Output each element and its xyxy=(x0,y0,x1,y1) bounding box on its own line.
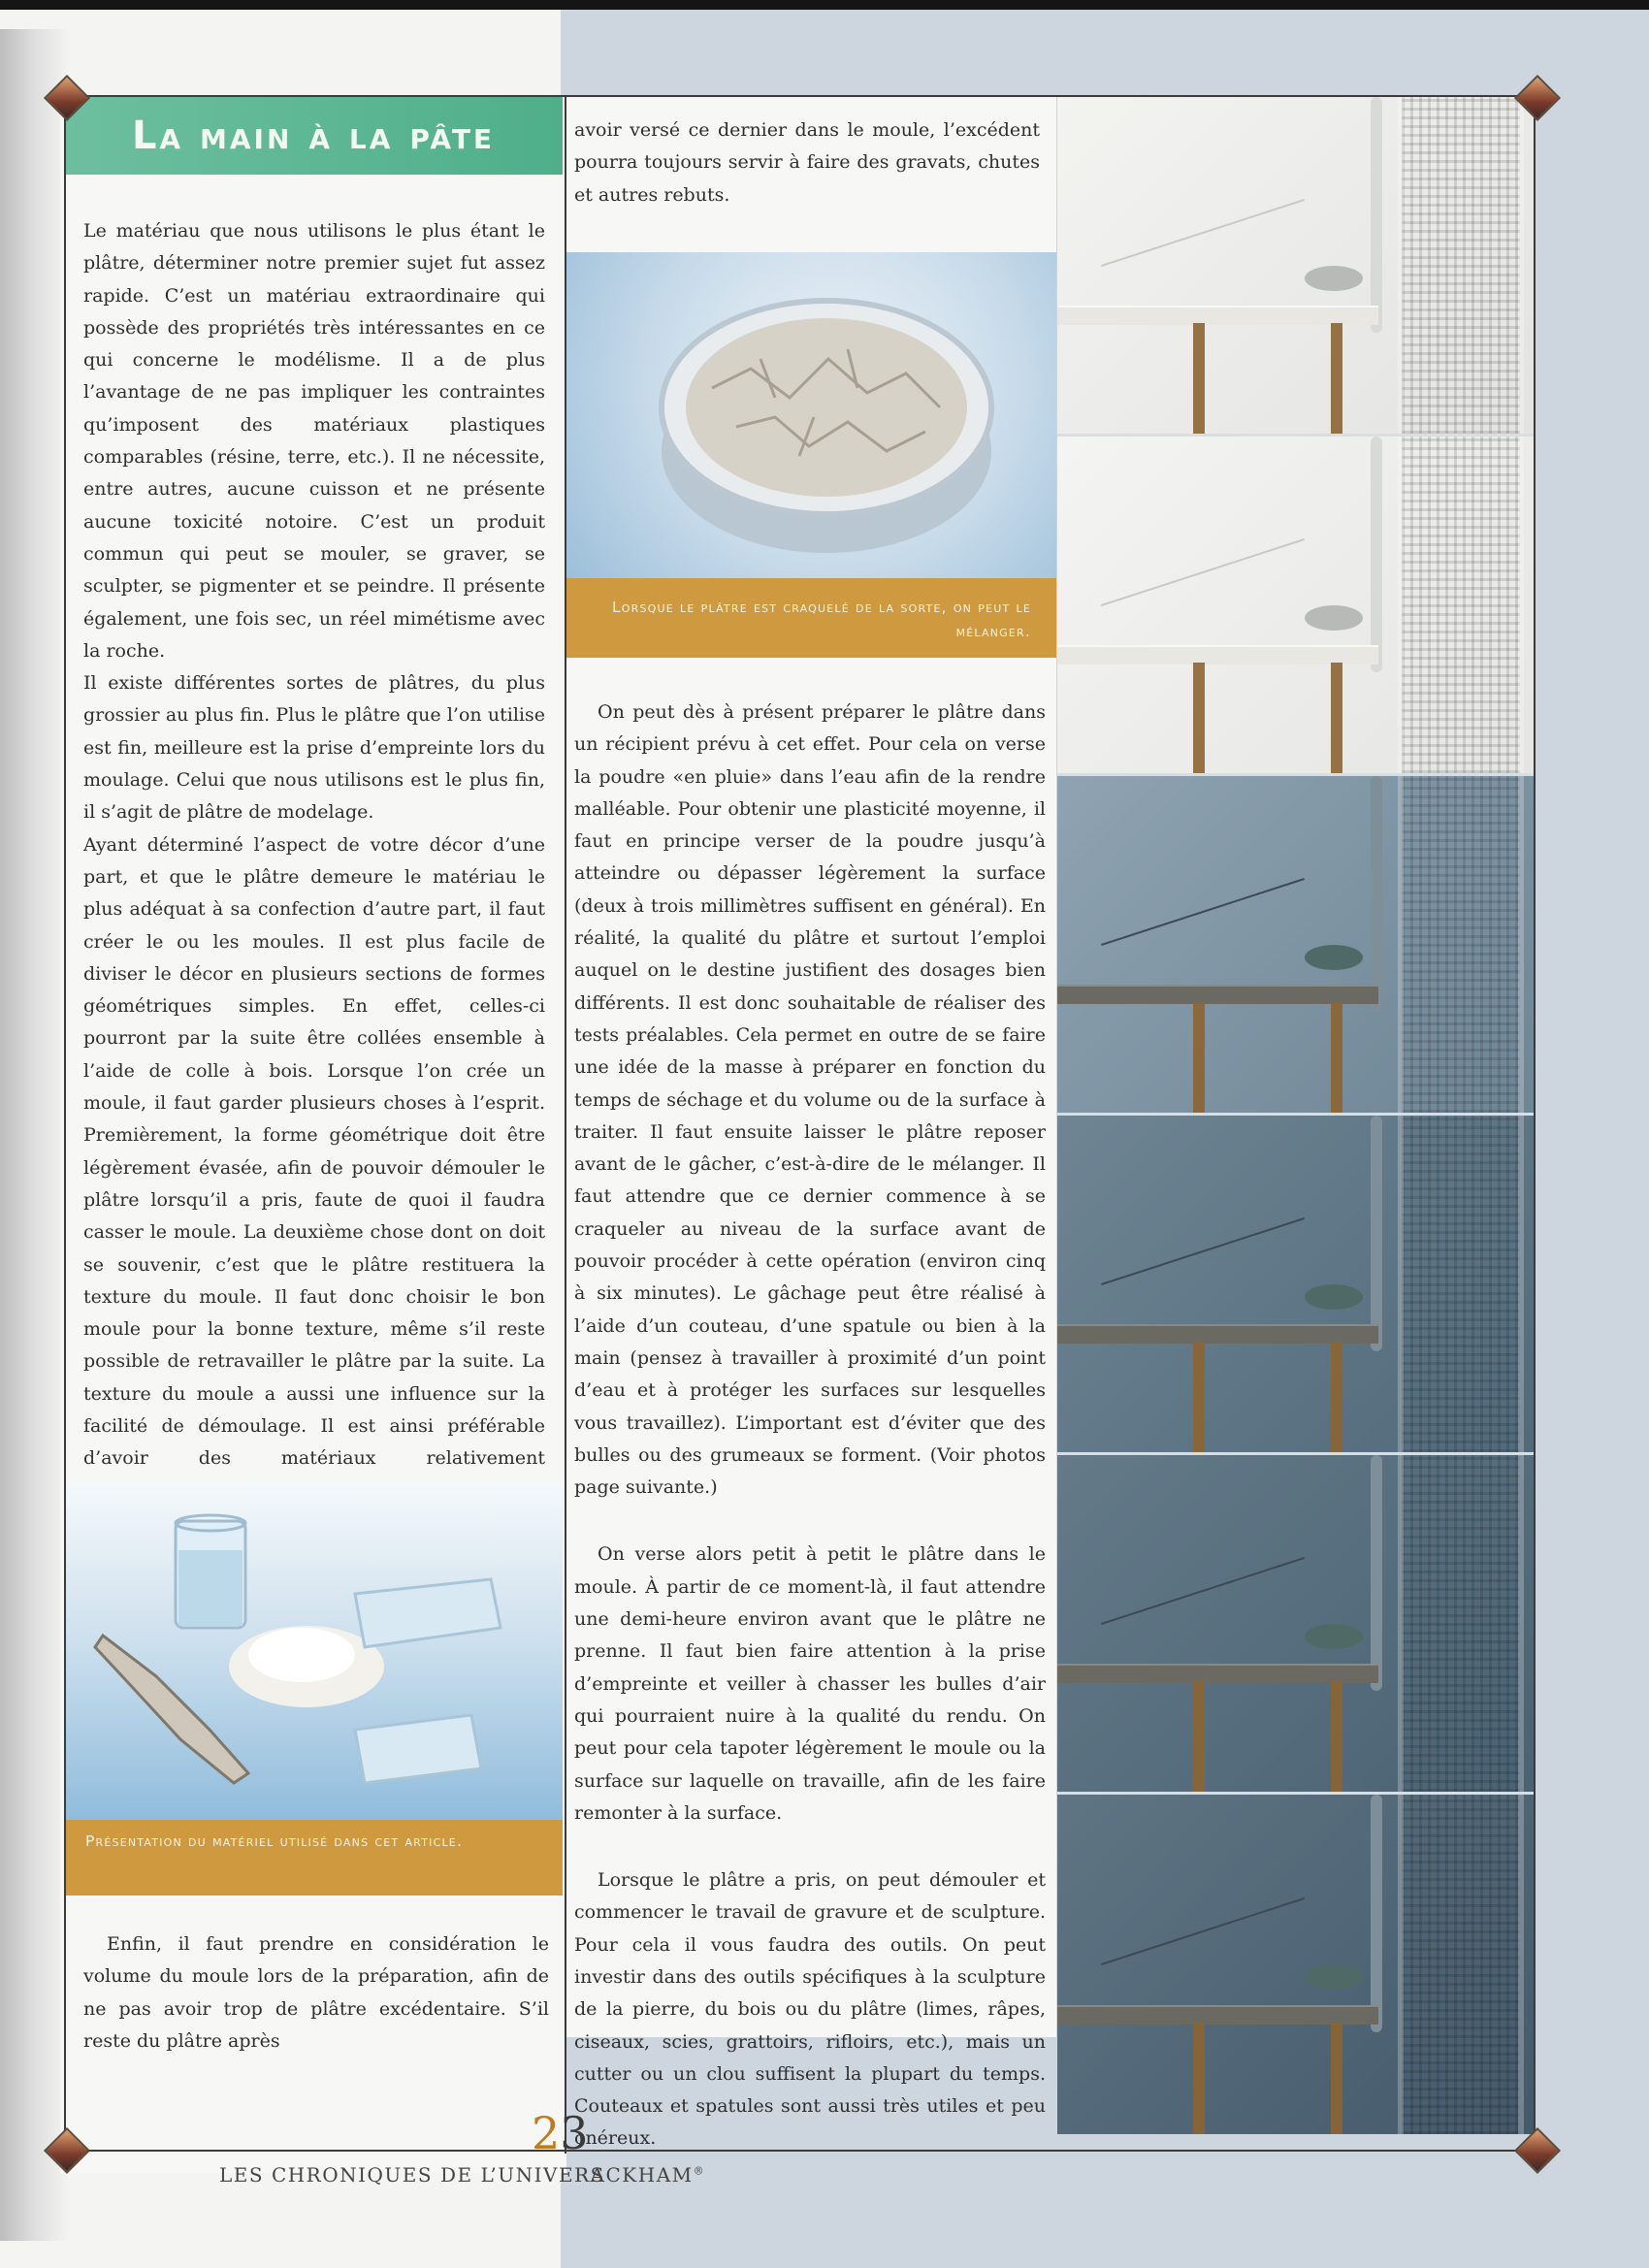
page-numbers xyxy=(532,2107,589,2159)
paragraph: Enfin, il faut prendre en considération le volume du moule lors de la préparation, afin de ne pas avoir trop de plâtre excédentaire. S’il reste du plâtre après xyxy=(83,1933,549,2052)
footer-title-left: LES CHRONIQUES DE L’UNIVERS xyxy=(219,2163,605,2187)
column-divider xyxy=(565,97,566,2154)
materials-caption: Présentation du matériel utilisé dans cet article. xyxy=(64,1820,563,1895)
page-number-right: 3 xyxy=(560,2107,589,2159)
plaster-caption: Lorsque le plâtre est craquelé de la sorte, on peut le mélanger. xyxy=(566,578,1056,658)
section-title: La main à la pâte xyxy=(131,113,496,158)
top-edge xyxy=(0,0,1649,10)
paragraph: Il existe différentes sortes de plâtres, du plus grossier au plus fin. Plus le plâtre que l’on utilise est fin, meilleure est la prise d’empreinte lors du moulage. Celui que nous utilisons est le plus fin, il s’agit de plâtre de modelage. xyxy=(83,672,545,824)
paragraph: Ayant déterminé l’aspect de votre décor d’une part, et que le plâtre demeure le matériau le plus adéquat à sa confection d’autre part, il faut créer le ou les moules. Il est plus facile de diviser le décor en plusieurs sections de formes géométriques simples. En effet, celles-ci pourront par la suite être collées ensemble à l’aide de colle à bois. Lorsque l’on crée un moule, il faut garder plusieurs choses à l’esprit. Premièrement, la forme géométrique doit être légèrement évasée, afin de pouvoir démouler le plâtre lorsqu’il a pris, faute de quoi il faudra casser le moule. La deuxième chose dont on doit se souvenir, c’est que le plâtre restituera la texture du moule. Il faut donc choisir le bon moule pour la bonne texture, même s’il reste possible de retravailler le plâtre par la suite. La texture du moule a aussi une influence sur la facilité de démoulage. Il est ainsi préférable d’avoir des matériaux relativement xyxy=(83,833,545,1470)
footer-title-right xyxy=(574,2163,705,2187)
page-number-left: 2 xyxy=(532,2107,561,2159)
paragraph: Lorsque le plâtre a pris, on peut démouler et commencer le travail de gravure et de sculpture. Pour cela il vous faudra des outils. On peut investir dans des outils spécifiques à la sculpture de la pierre, du bois ou du plâtre (limes, râpes, ciseaux, scies, grattoirs, rifloirs, etc.), mais un cutter ou un clou suffisent la plupart du temps. Couteaux et spatules sont aussi très utiles et peu onéreux. xyxy=(574,1869,1046,2150)
paragraph: On peut dès à présent préparer le plâtre dans un récipient prévu à cet effet. Pour cela on verse la poudre «en pluie» dans l’eau afin de la rendre malléable. Pour obtenir une plasticité moyenne, il faut en principe verser de la poudre jusqu’à atteindre ou dépasser légèrement la surface (deux à trois millimètres suffisent en général). En réalité, la qualité du plâtre et surtout l’emploi auquel on le destine justifient des dosages bien différents. Il est donc souhaitable de réaliser des tests préalables. Cela permet en outre de se faire une idée de la masse à préparer en fonction du temps de séchage et du volume ou de la surface à traiter. Il faut ensuite laisser le plâtre reposer avant de le gâcher, c’est-à-dire de le mélanger. Il faut attendre que ce dernier commence à se craqueler au niveau de la surface avant de pouvoir procéder à cette opération (environ cinq à six minutes). Le gâchage peut être réalisé à l’aide d’un couteau, d’une spatule ou bien à la main (pensez à travailler à proximité d’un point d’eau et à protéger les surfaces sur lesquelles vous travaillez). L’important est d’éviter que des bulles ou des grumeaux se forment. (Voir photos page suivante.) xyxy=(574,701,1046,1499)
paragraph: Le matériau que nous utilisons le plus étant le plâtre, déterminer notre premier sujet fut assez rapide. C’est un matériau extraordinaire qui possède des propriétés très intéressantes en ce qui concerne le modélisme. Il a de plus l’avantage de ne pas impliquer les contraintes qu’imposent des matériaux plastiques comparables (résine, terre, etc.). Il ne nécessite, entre autres, aucune cuisson et ne présente aucune toxicité notoire. C’est un produit commun qui peut se mouler, se graver, se sculpter, se pigmenter et se peindre. Il présente également, une fois sec, un réel mimétisme avec la roche. xyxy=(83,220,545,662)
binding-shadow xyxy=(0,29,68,2241)
page-frame xyxy=(64,95,1536,2152)
trademark-symbol: ® xyxy=(693,2164,706,2178)
footer-brand: RACKHAM xyxy=(574,2163,694,2187)
paragraph: On verse alors petit à petit le plâtre dans le moule. À partir de ce moment-là, il faut attendre une demi-heure environ avant que le plâtre ne prenne. Il faut bien faire attention à la prise d’empreinte et veiller à chasser les bulles d’air qui pourraient nuire à la qualité du rendu. On peut pour cela tapoter légèrement le moule ou la surface sur laquelle on travaille, afin de les faire remonter à la surface. xyxy=(574,1543,1046,1824)
paragraph: avoir versé ce dernier dans le moule, l’excédent pourra toujours servir à faire des gravats, chutes et autres rebuts. xyxy=(574,119,1040,206)
